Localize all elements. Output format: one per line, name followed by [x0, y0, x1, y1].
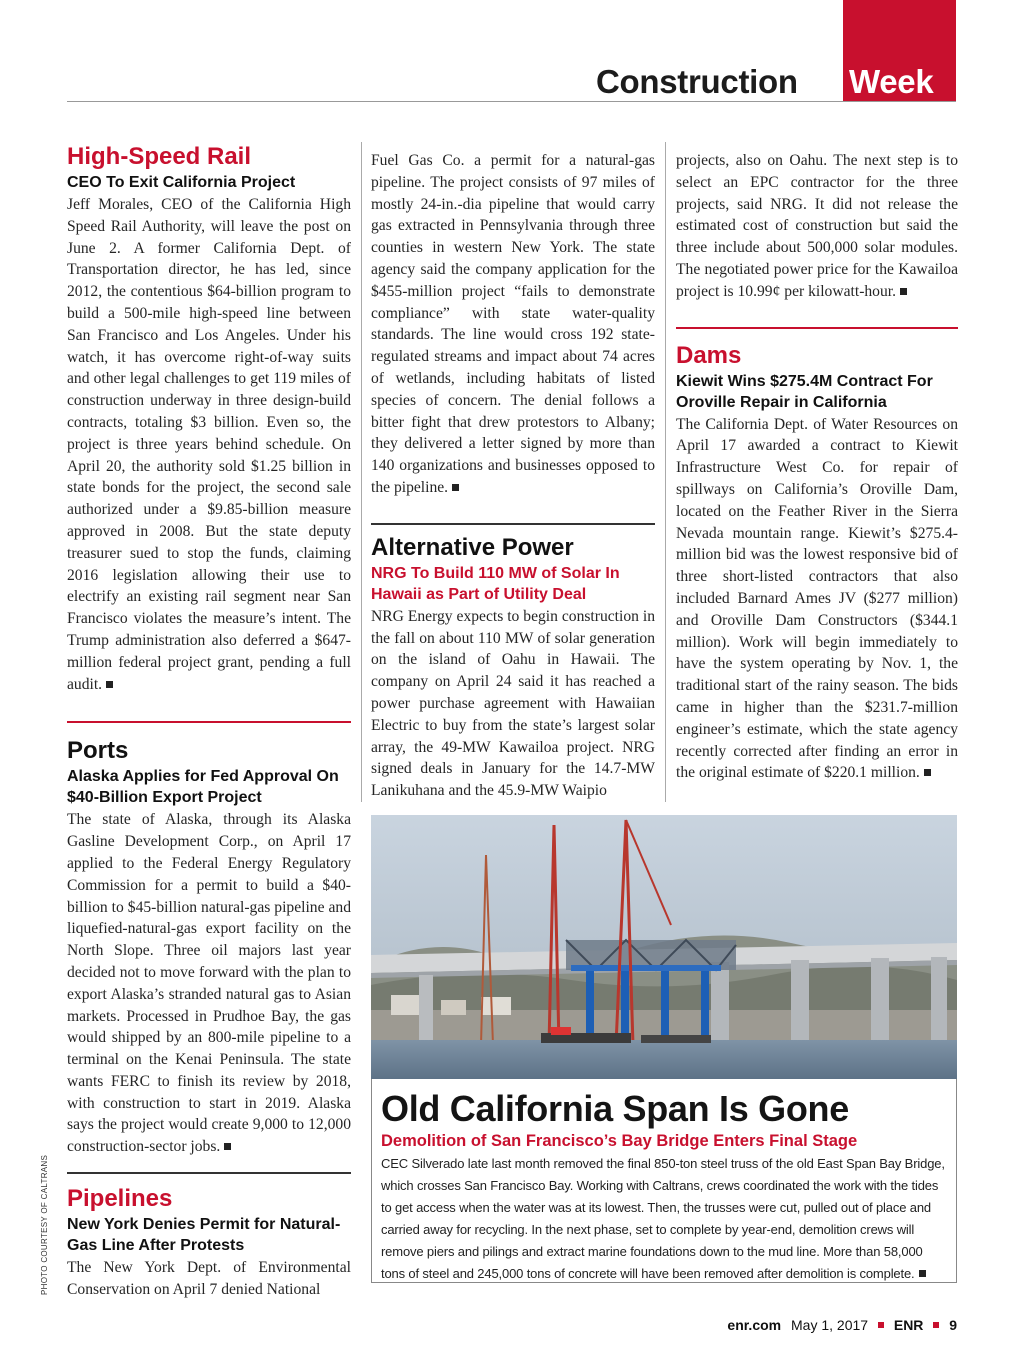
header-title-construction: Construction: [596, 63, 798, 100]
section-rule: [676, 327, 958, 329]
footer-page-number: 9: [949, 1317, 957, 1333]
article-headline: NRG To Build 110 MW of Solar In Hawaii as Part of Utility Deal: [371, 564, 620, 603]
section-rule: [371, 523, 655, 525]
article-headline: CEO To Exit California Project: [67, 174, 296, 191]
column-2: [371, 150, 655, 802]
article-body-continued: projects, also on Oahu. The next step is to select an EPC contractor for the three projects, said NRG. It did not release the estimated cost of construction but said the three include about 500,000 solar modules. The negotiated power price for the Kawailoa project is 10.99¢ per kilowatt-hour.: [676, 152, 958, 300]
footer-separator-icon: [933, 1322, 939, 1328]
column-divider: [665, 142, 666, 802]
article-body: The state of Alaska, through its Alaska Gasline Development Corp., on April 17 applied to the Federal Energy Regulatory Commission for a permit to build a $40-billion to $45-billion natural-gas pipeline and liquefied-natural-gas export facility on the North Slope. Three oil majors last year decided not to move forward with the plan to export Alaska’s stranded natural gas to Asian markets. Processed in Prudhoe Bay, the gas would shipped by an 800-mile pipeline to a terminal on the Kenai Peninsula. The state wants FERC to finish its review by 2018, with construction to start in 2019. Alaska says the project would create 9,000 to 12,000 construction-sector jobs.: [67, 811, 351, 1156]
section-rule: [67, 721, 351, 723]
article-headline: New York Denies Permit for Natural-Gas Line After Protests: [67, 1216, 341, 1255]
column-1: [67, 142, 351, 1301]
section-heading: Alternative Power: [371, 533, 574, 561]
footer-date: May 1, 2017: [791, 1317, 869, 1333]
end-mark-icon: [224, 1143, 231, 1150]
article-alternative-power: [371, 533, 655, 802]
article-pipelines: [67, 1184, 351, 1301]
end-mark-icon: [106, 681, 113, 688]
section-heading: High-Speed Rail: [67, 143, 252, 170]
end-mark-icon: [452, 484, 459, 491]
photo-credit: PHOTO COURTESY OF CALTRANS: [40, 1154, 49, 1295]
header-rule: [67, 101, 956, 102]
end-mark-icon: [924, 769, 931, 776]
feature-caption: CEC Silverado late last month removed the final 850-ton steel truss of the old East Span Bay Bridge, which crosses San Francisco Bay. Working with Caltrans, crews coordinated the work with the tides to get access when the water was at its lowest. Then, the trusses were cut, pulled out of place and carried away for recycling. In the next phase, set to complete by year-end, demolition crews will remove piers and pilings and extract marine foundations down to the mud line. More than 58,000 tons of steel and 245,000 tons of concrete will have been removed after demolition is complete.: [381, 1156, 945, 1281]
article-body: Jeff Morales, CEO of the California High Speed Rail Authority, will leave the post on June 2. A former California Dept. of Transportation director, he has led, since 2012, the contentious $64-billion program to build a 500-mile high-speed line between San Francisco and Los Angeles. Under his watch, it has overcome right-of-way suits and other legal challenges to get 119 miles of construction underway in three design-build contracts, totaling $3 billion. Even so, the project is three years behind schedule. On April 20, the authority sold $1.25 billion in state bonds for the project, the second sale authorized under a $9.85-billion measure approved in 2008. But the state deputy treasurer sued to stop the funds, claiming 2016 legislation allowing their use to electrify an existing rail segment near San Francisco violates the measure’s intent. The Trump administration also deferred a $647-million federal project grant, pending a full audit.: [67, 196, 351, 693]
article-headline: Kiewit Wins $275.4M Contract For Oroville Repair in California: [676, 372, 933, 411]
column-divider: [361, 142, 362, 802]
page-header: [0, 0, 1024, 102]
end-mark-icon: [919, 1270, 926, 1277]
page-footer: [727, 1317, 957, 1333]
article-ports: [67, 736, 351, 1158]
feature-title: Old California Span Is Gone: [381, 1088, 849, 1129]
column-3: [676, 150, 958, 784]
article-body: NRG Energy expects to begin construction in the fall on about 110 MW of solar generation on the island of Oahu in Hawaii. The company on April 24 said it has reached a power purchase agreement with Hawaiian Electric to buy from the state’s largest solar array, the 49-MW Kawailoa project. NRG signed deals in January for the 14.7-MW Lanikuhana and the 45.9-MW Waipio: [371, 607, 655, 800]
article-body-continued: Fuel Gas Co. a permit for a natural-gas pipeline. The project consists of 97 miles of mostly 24-in.-dia pipeline that would carry gas extracted in Pennsylvania through three counties in western New York. The state agency said the company application for the $455-million project “fails to demonstrate compliance” with state water-quality standards. The line would cross 192 state-regulated streams and impact about 74 acres of wetlands, including habitats of listed species of concern. The denial follows a bitter fight that drew protestors to Albany; they delivered a letter signed by more than 140 organizations and businesses opposed to the pipeline.: [371, 152, 655, 496]
section-heading: Ports: [67, 737, 129, 765]
end-mark-icon: [900, 288, 907, 295]
article-dams: [676, 341, 958, 785]
article-high-speed-rail: [67, 142, 351, 695]
bridge-photo-illustration: [371, 815, 957, 1079]
bridge-demolition-photo: [371, 815, 957, 1079]
header-title-week: Week: [849, 63, 934, 100]
article-body: The New York Dept. of Environmental Conservation on April 7 denied National: [67, 1259, 351, 1298]
footer-separator-icon: [878, 1322, 884, 1328]
article-body: The California Dept. of Water Resources on April 17 awarded a contract to Kiewit Infrastructure West Co. for repair of spillways on California’s Oroville Dam, located on the Feather River in the Sierra Nevada mountain range. Kiewit’s $275.4-million bid was the lowest responsive bid of three short-listed contractors that also included Barnard Ames JV ($277 million) and Oroville Dam Constructors ($344.1 million). Work will begin immediately to have the system operating by Nov. 1, the traditional start of the rainy season. The bids came in higher than the $231.7-million engineer’s estimate, which the state agency recently corrected after finding an error in the original estimate of $220.1 million.: [676, 415, 958, 782]
feature-subtitle: Demolition of San Francisco’s Bay Bridge Enters Final Stage: [381, 1132, 858, 1150]
footer-site: enr.com: [727, 1317, 782, 1333]
feature-caption-box: [371, 1079, 957, 1283]
section-heading: Dams: [676, 341, 742, 369]
section-heading: Pipelines: [67, 1185, 173, 1213]
article-headline: Alaska Applies for Fed Approval On $40-Billion Export Project: [67, 768, 339, 807]
section-rule: [67, 1172, 351, 1174]
footer-magazine: ENR: [893, 1317, 924, 1333]
